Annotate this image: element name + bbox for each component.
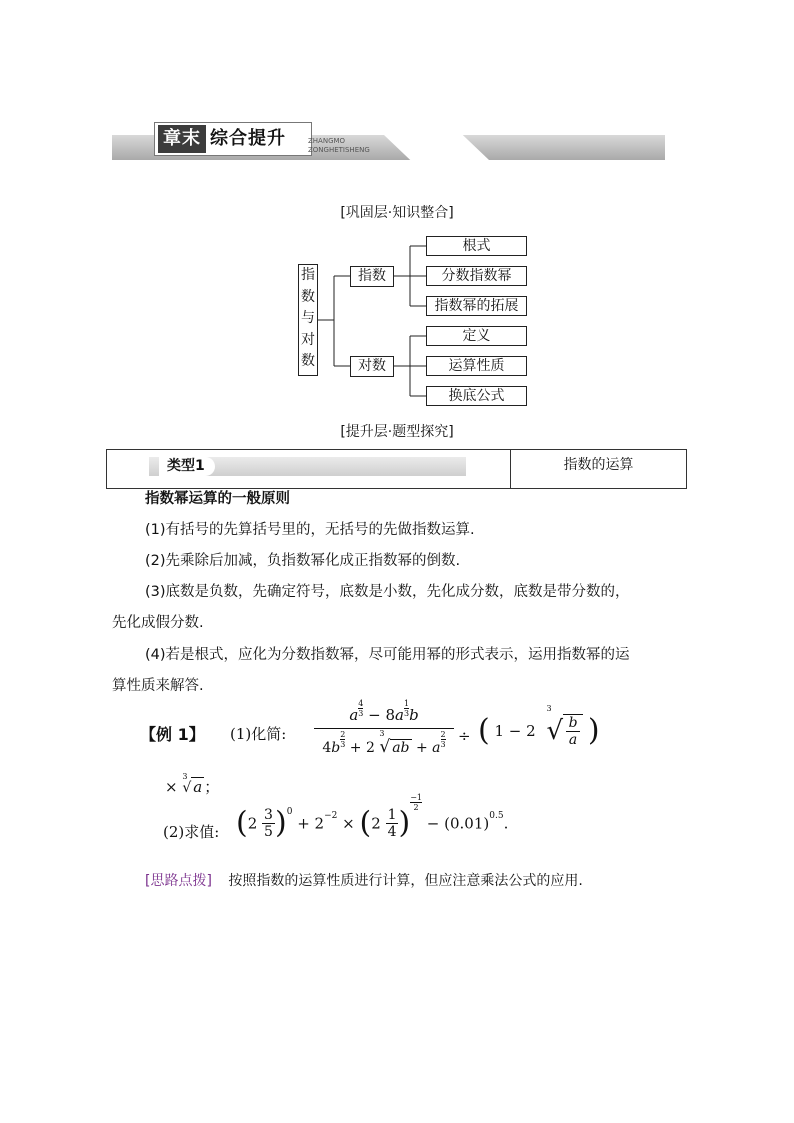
root-char: 指 [301,267,315,283]
principle-item: 先化成假分数. [112,615,204,631]
hint-line [145,870,583,890]
times-cuberoot-a: × 3 √ a ； [165,772,220,796]
root-char: 数 [301,353,315,369]
principle-item: (3)底数是负数，先确定符号，底数是小数，先化成分数，底数是带分数的， [145,584,630,600]
section-title-consolidate: [巩固层·知识整合] [340,205,454,221]
paren-expression: ( 1 − 2 3 √ b a ) [478,704,600,748]
principle-item: 算性质来解答. [112,678,204,694]
type-table [106,449,687,489]
example-part2-prefix: (2)求值: [163,823,220,841]
principles-heading: 指数幂运算的一般原则 [145,491,290,507]
leaf-fractional-exponent: 分数指数幂 [426,266,527,286]
type-tag-label: 类型1 [159,457,215,476]
example-part1-prefix: (1)化简: [230,725,287,743]
fraction-numerator: a $\frac{4}{3}$ − 8a $\frac{1}{3}$ b [349,699,419,724]
evaluate-expression: (2 $\frac{3}{5}$ )$^0 + 2^{-2} \times (2$ $\frac{1}{4}$ ) $\frac{-1}{2}$ − $(0.01)^{0.5}$. [236,793,509,841]
root-char: 与 [301,310,315,326]
leaf-operation-properties: 运算性质 [426,356,527,376]
root-char: 对 [301,331,315,348]
simplify-fraction [314,699,454,757]
section-title-explore: [提升层·题型探究] [340,424,454,440]
diagram-connectors [0,0,794,420]
leaf-change-of-base: 换底公式 [426,386,527,406]
pinyin-line-1: ZHANGMO [308,137,346,145]
principle-item: (1)有括号的先算括号里的，无括号的先做指数运算. [145,522,475,538]
banner-title-light: 综合提升 [210,128,286,149]
root-char: 数 [301,288,315,305]
example-label: 【例 1】 [140,725,205,744]
leaf-radical: 根式 [426,236,527,256]
branch-logarithm: 对数 [350,356,394,377]
principle-item: (4)若是根式，应化为分数指数幂，尽可能用幂的形式表示，运用指数幂的运 [145,647,630,663]
fraction-denominator: 4b $\frac{2}{3}$ + 2 3 √ ab + a $\frac{2}{3}$ [322,729,446,757]
leaf-definition: 定义 [426,326,527,346]
pinyin-line-2: ZONGHETISHENG [308,146,370,154]
leaf-exponent-extension: 指数幂的拓展 [426,296,527,316]
hint-tag: [思路点拨] [145,873,212,889]
type-tag-bar [149,457,466,476]
hint-text: 按照指数的运算性质进行计算，但应注意乘法公式的应用. [228,873,583,889]
divide-sign: ÷ [458,727,471,745]
principle-item: (2)先乘除后加减，负指数幂化成正指数幂的倒数. [145,553,461,569]
type-topic: 指数的运算 [563,457,634,473]
banner-title-dark: 章末 [158,125,206,153]
branch-exponent: 指数 [350,266,394,287]
diagram-root-box [298,264,318,376]
